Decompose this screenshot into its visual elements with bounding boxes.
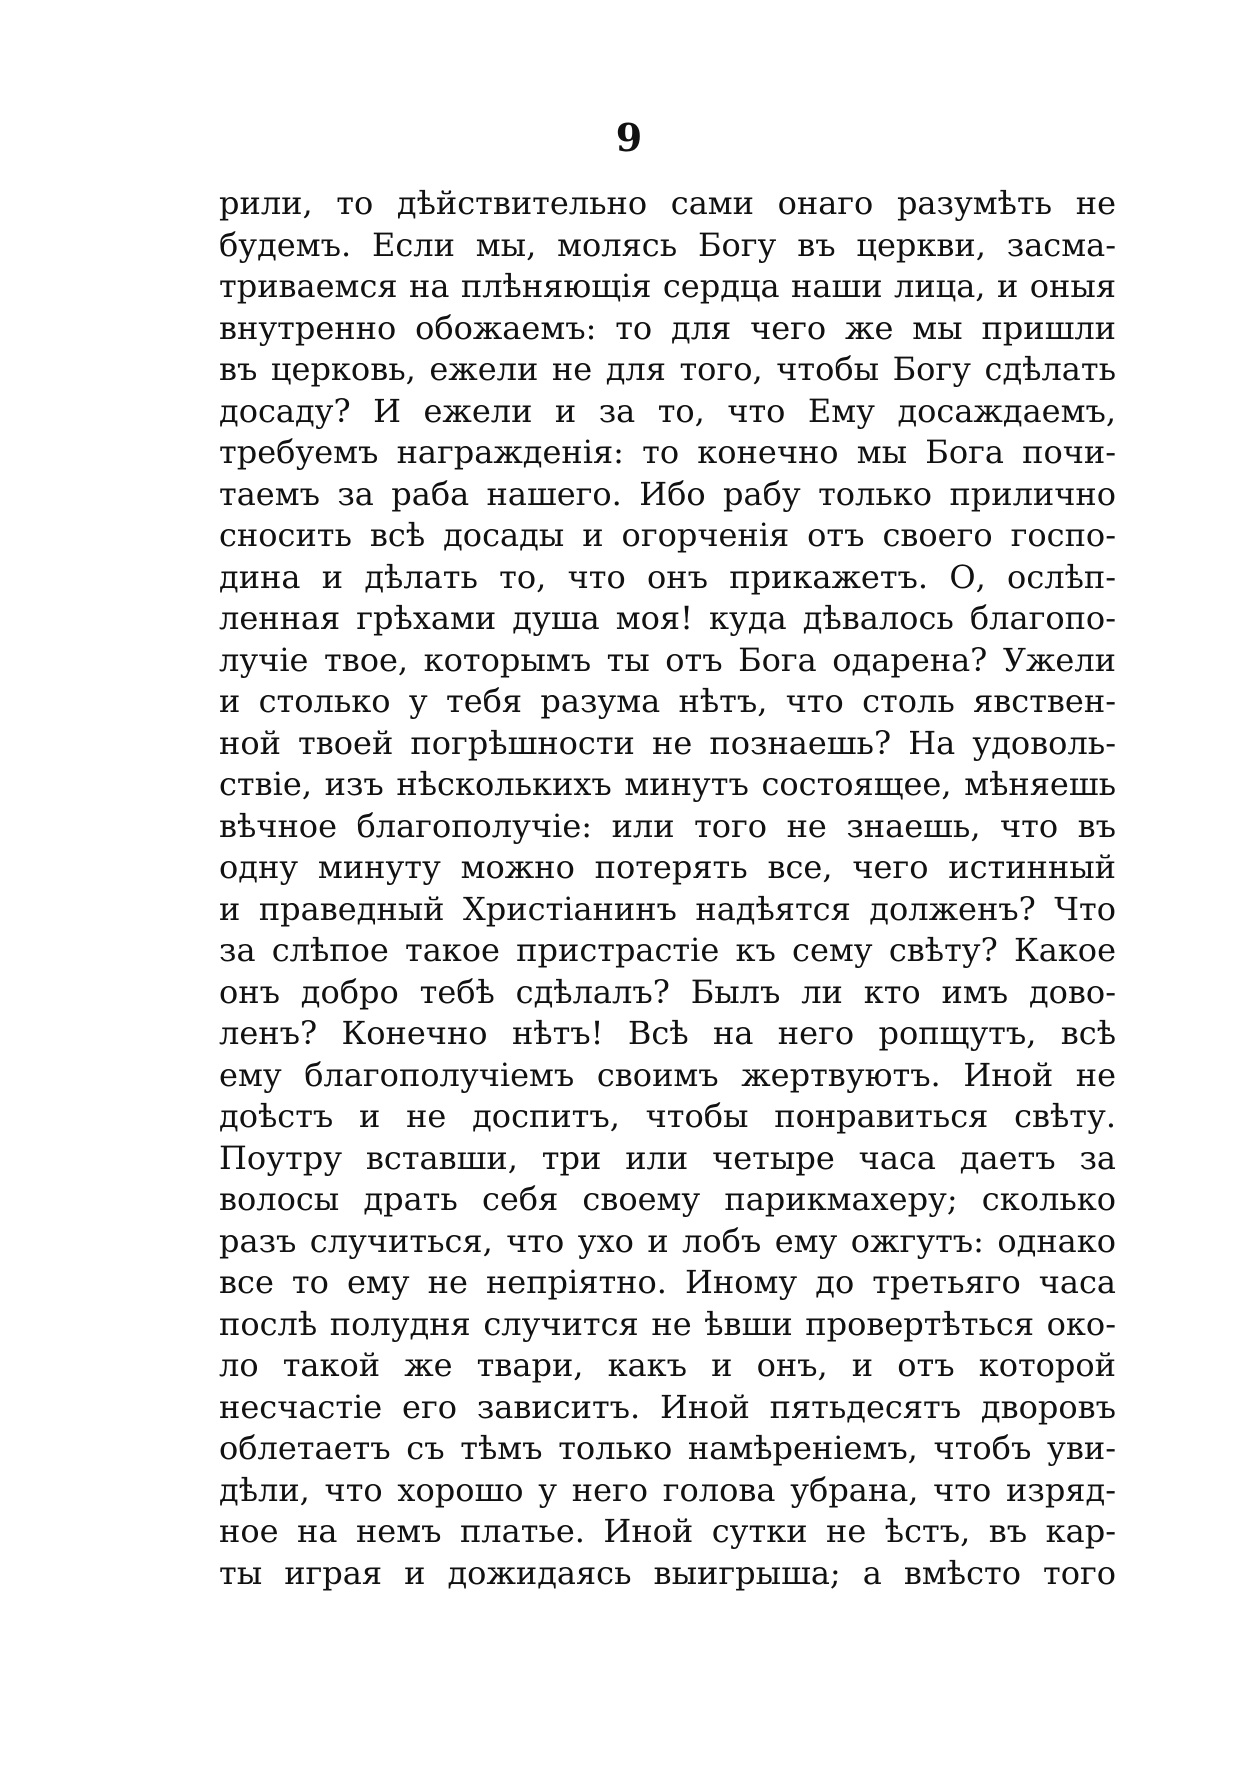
text-line: таемъ за раба нашего. Ибо рабу только прилично bbox=[219, 474, 1116, 513]
text-line: ствіе, изъ нѣсколькихъ минутъ состоящее, мѣняешь bbox=[219, 765, 1116, 803]
text-line: требуемъ награжденія: то конечно мы Бога почи- bbox=[219, 433, 1116, 471]
text-line: ной твоей погрѣшности не познаешь? На удоволь- bbox=[219, 723, 1116, 762]
text-line: волосы драть себя своему парикмахеру; сколько bbox=[219, 1180, 1116, 1218]
text-line: ло такой же твари, какъ и онъ, и отъ которой bbox=[219, 1346, 1116, 1384]
text-line: и праведный Христіанинъ надѣятся долженъ? Что bbox=[219, 889, 1116, 928]
text-line: ное на немъ платье. Иной сутки не ѣстъ, въ кар- bbox=[219, 1512, 1116, 1550]
text-line: ленъ? Конечно нѣтъ! Всѣ на него ропщутъ, всѣ bbox=[219, 1014, 1116, 1052]
text-line: вѣчное благополучіе: или того не знаешь, что въ bbox=[219, 806, 1116, 845]
text-line: ты играя и дожидаясь выигрыша; а вмѣсто того bbox=[219, 1553, 1116, 1592]
text-line: и столько у тебя разума нѣтъ, что столь явствен- bbox=[219, 682, 1116, 720]
text-line: лучіе твое, которымъ ты отъ Бога одарена? Ужели bbox=[219, 640, 1116, 679]
text-line: въ церковь, ежели не для того, чтобы Богу сдѣлать bbox=[219, 350, 1116, 388]
text-line: все то ему не непріятно. Иному до третьяго часа bbox=[219, 1263, 1116, 1301]
text-line: рили, то дѣйствительно сами онаго разумѣть не bbox=[219, 184, 1116, 222]
text-line: доѣстъ и не доспитъ, чтобы понравиться свѣту. bbox=[219, 1097, 1116, 1135]
text-line: одну минуту можно потерять все, чего истинный bbox=[219, 848, 1116, 886]
text-line: досаду? И ежели и за то, что Ему досаждаемъ, bbox=[219, 391, 1116, 430]
text-line: онъ добро тебѣ сдѣлалъ? Былъ ли кто имъ дово- bbox=[219, 972, 1116, 1011]
text-line: триваемся на плѣняющія сердца наши лица, и оныя bbox=[219, 267, 1116, 305]
text-line: за слѣпое такое пристрастіе къ сему свѣту? Какое bbox=[219, 931, 1116, 969]
text-line: ему благополучіемъ своимъ жертвуютъ. Иной не bbox=[219, 1055, 1116, 1094]
text-line: дѣли, что хорошо у него голова убрана, что изряд- bbox=[219, 1470, 1116, 1509]
text-line: облетаетъ съ тѣмъ только намѣреніемъ, чтобъ уви- bbox=[219, 1429, 1116, 1467]
text-line: послѣ полудня случится не ѣвши провертѣться око- bbox=[219, 1304, 1116, 1343]
text-line: сносить всѣ досады и огорченія отъ своего госпо- bbox=[219, 516, 1116, 554]
page-number: 9 bbox=[615, 115, 644, 160]
body-text bbox=[219, 183, 1116, 1594]
text-line: будемъ. Если мы, молясь Богу въ церкви, засма- bbox=[219, 225, 1116, 264]
text-line: несчастіе его зависитъ. Иной пятьдесятъ дворовъ bbox=[219, 1387, 1116, 1426]
text-line: дина и дѣлать то, что онъ прикажетъ. О, ослѣп- bbox=[219, 557, 1116, 596]
text-line: Поутру вставши, три или четыре часа даетъ за bbox=[219, 1138, 1116, 1177]
text-line: разъ случиться, что ухо и лобъ ему ожгутъ: однако bbox=[219, 1221, 1116, 1260]
text-line: ленная грѣхами душа моя! куда дѣвалось благопо- bbox=[219, 599, 1116, 637]
text-line: внутренно обожаемъ: то для чего же мы пришли bbox=[219, 308, 1116, 347]
